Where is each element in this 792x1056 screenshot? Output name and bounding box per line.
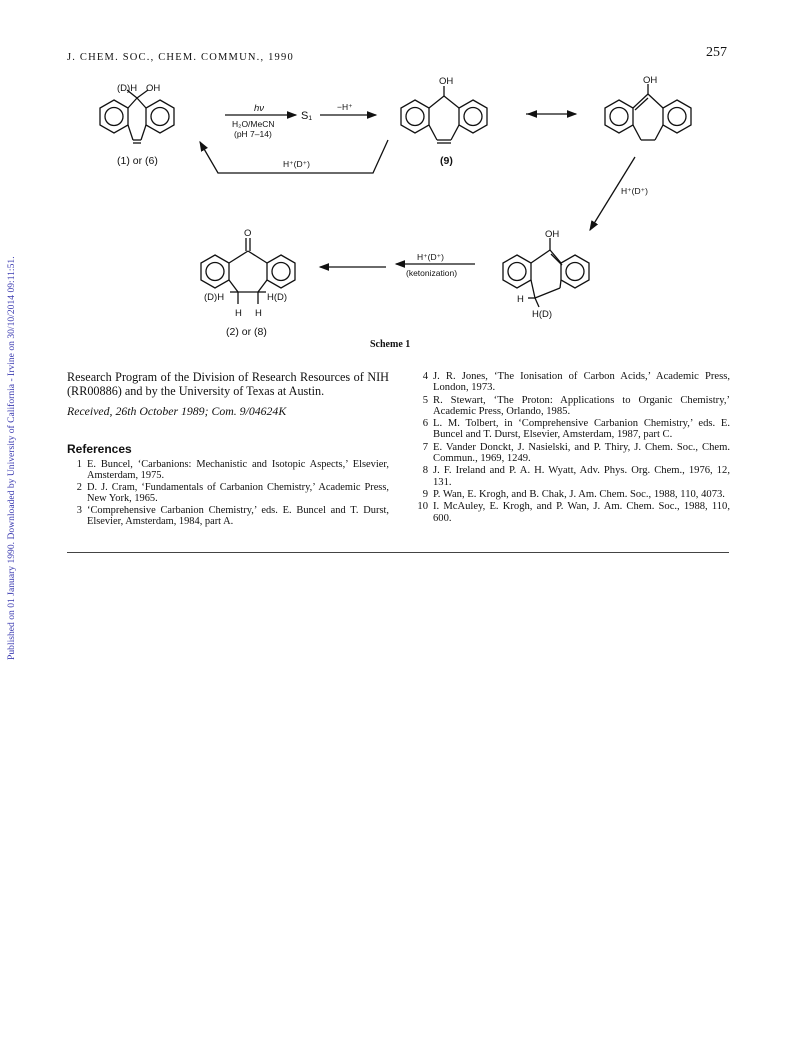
label-ph: (pH 7–14) [234,129,272,139]
reference-item: 9 P. Wan, E. Krogh, and B. Chak, J. Am. Chem. Soc., 1988, 110, 4073. [422,488,725,500]
label-ketonization: (ketonization) [406,268,458,278]
label-hd-ketone: H(D) [267,292,288,303]
label-protonation: H⁺(D⁺) [621,186,648,196]
reference-item: 6 L. M. Tolbert, in ‘Comprehensive Carbanion Chemistry,’ eds. E. Buncel and T. Durst, Elsevier, Amsterdam, 1987, part C. [422,418,730,441]
reference-item: 7 E. Vander Donckt, J. Nasielski, and P. Thiry, J. Chem. Soc., Chem. Commun., 1969, 1249. [422,441,730,465]
molecule-9 [401,86,487,143]
compound-label-1-6: (1) or (6) [117,155,158,167]
compound-label-9: (9) [440,155,453,167]
label-ketonization-acid: H⁺(D⁺) [417,252,444,262]
reference-item: 8 J. F. Ireland and P. A. H. Wyatt, Adv. Phys. Org. Chem., 1976, 12, 131. [422,465,730,488]
received-date: Received, 26th October 1989; Com. 9/04624K [67,404,287,418]
acknowledgement-text: Research Program of the Division of Research Resources of NIH (RR00886) and by the University of Texas at Austin. [67,370,389,398]
molecule-resonance [605,84,691,140]
label-h-ketone-2: H [255,308,262,319]
references-list-left [67,459,389,528]
label-oh-resonance: OH [643,75,658,86]
download-watermark-text: Published on 01 January 1990. Downloaded by University of California - Irvine on 30/10/2014 09:11:51. [6,256,17,660]
reference-item: 5 R. Stewart, ‘The Proton: Applications to Organic Chemistry,’ Academic Press, Orlando, 1985. [422,394,730,417]
journal-header: J. CHEM. SOC., CHEM. COMMUN., 1990 [67,52,294,63]
reference-item: 4 J. R. Jones, ‘The Ionisation of Carbon Acids,’ Academic Press, London, 1973. [422,371,730,394]
label-o-ketone: O [244,228,252,239]
label-h-enol: H [517,294,524,305]
label-s1: S₁ [301,110,313,122]
reference-item: 10 I. McAuley, E. Krogh, and P. Wan, J. Am. Chem. Soc., 1988, 110, 600. [417,501,730,524]
compound-label-2-8: (2) or (8) [226,326,267,338]
right-column [412,371,730,525]
reaction-scheme [60,60,740,350]
label-hd-enol: H(D) [532,309,553,320]
scheme-caption: Scheme 1 [370,339,411,350]
label-dh-ketone: (D)H [204,292,225,303]
page-number: 257 [706,45,727,60]
label-oh-9: OH [439,76,454,87]
label-minus-h: −H⁺ [337,102,353,112]
molecule-enol [503,238,589,307]
label-return-acid: H⁺(D⁺) [283,159,310,169]
molecule-1-6 [100,90,174,143]
reference-item: 2 D. J. Cram, ‘Fundamentals of Carbanion Chemistry,’ Academic Press, New York, 1965. [76,482,389,505]
download-watermark [2,190,18,660]
reference-item: 3 ‘Comprehensive Carbanion Chemistry,’ eds. E. Buncel and T. Durst, Elsevier, Amsterdam, 1984, part A. [76,505,389,528]
label-oh-enol: OH [545,229,560,240]
label-hv: hν [254,103,265,114]
label-dh-1: (D)H [117,83,138,94]
label-oh-1: OH [146,83,161,94]
bottom-rule [67,552,729,553]
label-solvent: H₂O/MeCN [232,119,275,129]
label-h-ketone-1: H [235,308,242,319]
left-column [67,371,389,529]
references-heading: References [67,441,132,456]
reference-item: 1 E. Buncel, ‘Carbanions: Mechanistic and Isotopic Aspects,’ Elsevier, Amsterdam, 1975. [76,459,389,482]
